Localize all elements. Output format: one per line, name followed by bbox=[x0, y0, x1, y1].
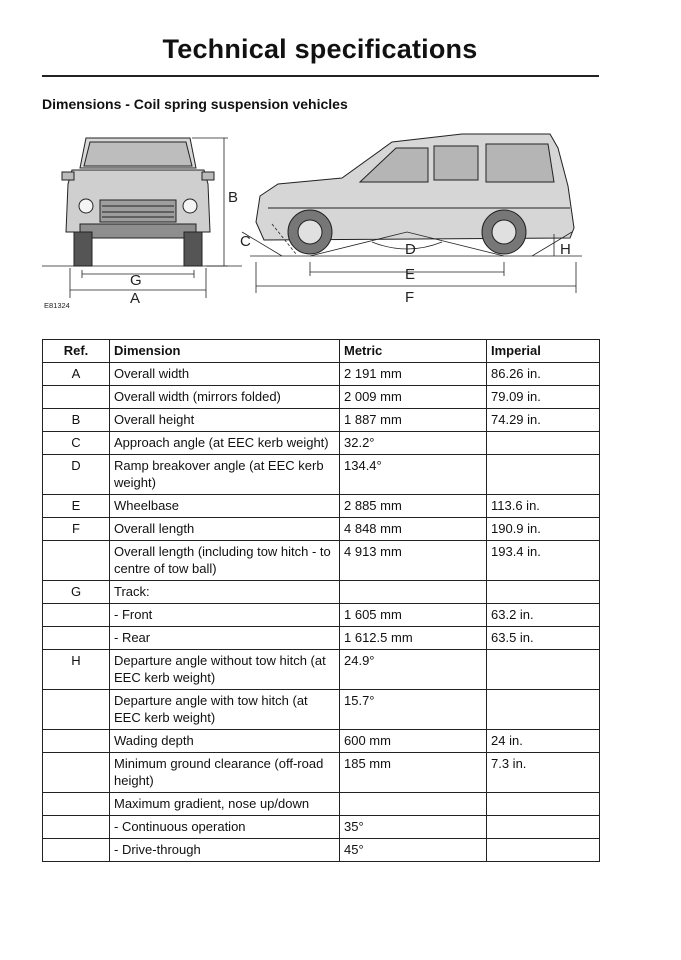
cell-metric: 1 605 mm bbox=[340, 604, 487, 627]
header-metric: Metric bbox=[340, 340, 487, 363]
cell-metric: 32.2° bbox=[340, 432, 487, 455]
cell-dimension: Minimum ground clearance (off-road height) bbox=[110, 753, 340, 793]
cell-metric: 24.9° bbox=[340, 650, 487, 690]
cell-imperial: 79.09 in. bbox=[487, 386, 600, 409]
figure-code: E81324 bbox=[44, 301, 70, 310]
header-imperial: Imperial bbox=[487, 340, 600, 363]
table-row bbox=[43, 690, 600, 730]
cell-ref bbox=[43, 730, 110, 753]
header-ref: Ref. bbox=[43, 340, 110, 363]
cell-metric: 35° bbox=[340, 816, 487, 839]
section-heading: Dimensions - Coil spring suspension vehicles bbox=[42, 96, 348, 112]
cell-metric: 1 887 mm bbox=[340, 409, 487, 432]
table-row bbox=[43, 816, 600, 839]
table-row bbox=[43, 753, 600, 793]
cell-ref bbox=[43, 753, 110, 793]
cell-metric: 45° bbox=[340, 839, 487, 862]
label-d: D bbox=[405, 241, 416, 258]
cell-metric: 15.7° bbox=[340, 690, 487, 730]
cell-metric: 600 mm bbox=[340, 730, 487, 753]
cell-metric bbox=[340, 581, 487, 604]
cell-dimension: Wheelbase bbox=[110, 495, 340, 518]
cell-imperial: 190.9 in. bbox=[487, 518, 600, 541]
cell-ref: A bbox=[43, 363, 110, 386]
cell-metric: 4 913 mm bbox=[340, 541, 487, 581]
table-row bbox=[43, 627, 600, 650]
cell-dimension: - Continuous operation bbox=[110, 816, 340, 839]
cell-dimension: Maximum gradient, nose up/down bbox=[110, 793, 340, 816]
table-row bbox=[43, 409, 600, 432]
cell-imperial bbox=[487, 816, 600, 839]
cell-metric bbox=[340, 793, 487, 816]
cell-imperial: 86.26 in. bbox=[487, 363, 600, 386]
cell-metric: 2 009 mm bbox=[340, 386, 487, 409]
cell-dimension: Track: bbox=[110, 581, 340, 604]
cell-ref: F bbox=[43, 518, 110, 541]
cell-metric: 1 612.5 mm bbox=[340, 627, 487, 650]
table-header-row bbox=[43, 340, 600, 363]
label-e: E bbox=[405, 266, 416, 283]
cell-ref: D bbox=[43, 455, 110, 495]
cell-metric: 2 885 mm bbox=[340, 495, 487, 518]
cell-ref: C bbox=[43, 432, 110, 455]
label-h: H bbox=[560, 241, 571, 258]
cell-imperial: 24 in. bbox=[487, 730, 600, 753]
cell-metric: 185 mm bbox=[340, 753, 487, 793]
cell-ref: H bbox=[43, 650, 110, 690]
cell-ref bbox=[43, 541, 110, 581]
cell-imperial: 7.3 in. bbox=[487, 753, 600, 793]
label-b: B bbox=[228, 189, 239, 206]
table-row bbox=[43, 432, 600, 455]
cell-dimension: Overall width (mirrors folded) bbox=[110, 386, 340, 409]
label-a: A bbox=[130, 290, 141, 307]
cell-ref bbox=[43, 386, 110, 409]
table-row bbox=[43, 541, 600, 581]
front-view-drawing bbox=[62, 138, 214, 266]
cell-ref bbox=[43, 604, 110, 627]
table-row bbox=[43, 604, 600, 627]
cell-ref bbox=[43, 839, 110, 862]
table-row bbox=[43, 730, 600, 753]
cell-imperial: 113.6 in. bbox=[487, 495, 600, 518]
cell-imperial: 74.29 in. bbox=[487, 409, 600, 432]
table-row bbox=[43, 363, 600, 386]
table-body bbox=[43, 363, 600, 862]
cell-ref bbox=[43, 690, 110, 730]
cell-ref bbox=[43, 627, 110, 650]
cell-dimension: - Drive-through bbox=[110, 839, 340, 862]
table-row bbox=[43, 495, 600, 518]
label-f: F bbox=[405, 289, 415, 306]
vehicle-dimensions-figure bbox=[42, 128, 602, 318]
cell-dimension: - Front bbox=[110, 604, 340, 627]
cell-imperial bbox=[487, 839, 600, 862]
table-row bbox=[43, 793, 600, 816]
cell-dimension: Ramp breakover angle (at EEC kerb weight) bbox=[110, 455, 340, 495]
cell-metric: 4 848 mm bbox=[340, 518, 487, 541]
cell-imperial: 193.4 in. bbox=[487, 541, 600, 581]
cell-dimension: - Rear bbox=[110, 627, 340, 650]
header-dimension: Dimension bbox=[110, 340, 340, 363]
cell-imperial bbox=[487, 581, 600, 604]
cell-ref: E bbox=[43, 495, 110, 518]
cell-imperial bbox=[487, 690, 600, 730]
cell-ref: G bbox=[43, 581, 110, 604]
cell-ref bbox=[43, 816, 110, 839]
cell-imperial: 63.5 in. bbox=[487, 627, 600, 650]
table-row bbox=[43, 386, 600, 409]
cell-dimension: Wading depth bbox=[110, 730, 340, 753]
cell-dimension: Approach angle (at EEC kerb weight) bbox=[110, 432, 340, 455]
table-row bbox=[43, 581, 600, 604]
table-row bbox=[43, 650, 600, 690]
cell-imperial bbox=[487, 455, 600, 495]
label-g: G bbox=[130, 272, 142, 289]
dimensions-table bbox=[42, 339, 600, 862]
cell-imperial: 63.2 in. bbox=[487, 604, 600, 627]
title-divider bbox=[42, 75, 599, 77]
cell-ref: B bbox=[43, 409, 110, 432]
table-row bbox=[43, 455, 600, 495]
cell-imperial bbox=[487, 432, 600, 455]
cell-metric: 134.4° bbox=[340, 455, 487, 495]
cell-dimension: Overall height bbox=[110, 409, 340, 432]
cell-dimension: Overall length (including tow hitch - to centre of tow ball) bbox=[110, 541, 340, 581]
table-row bbox=[43, 518, 600, 541]
page-title: Technical specifications bbox=[162, 34, 478, 64]
cell-ref bbox=[43, 793, 110, 816]
cell-dimension: Departure angle with tow hitch (at EEC kerb weight) bbox=[110, 690, 340, 730]
table-row bbox=[43, 839, 600, 862]
side-view-drawing bbox=[256, 134, 574, 254]
label-c: C bbox=[240, 233, 251, 250]
cell-dimension: Departure angle without tow hitch (at EEC kerb weight) bbox=[110, 650, 340, 690]
cell-metric: 2 191 mm bbox=[340, 363, 487, 386]
cell-imperial bbox=[487, 793, 600, 816]
cell-dimension: Overall width bbox=[110, 363, 340, 386]
cell-dimension: Overall length bbox=[110, 518, 340, 541]
cell-imperial bbox=[487, 650, 600, 690]
